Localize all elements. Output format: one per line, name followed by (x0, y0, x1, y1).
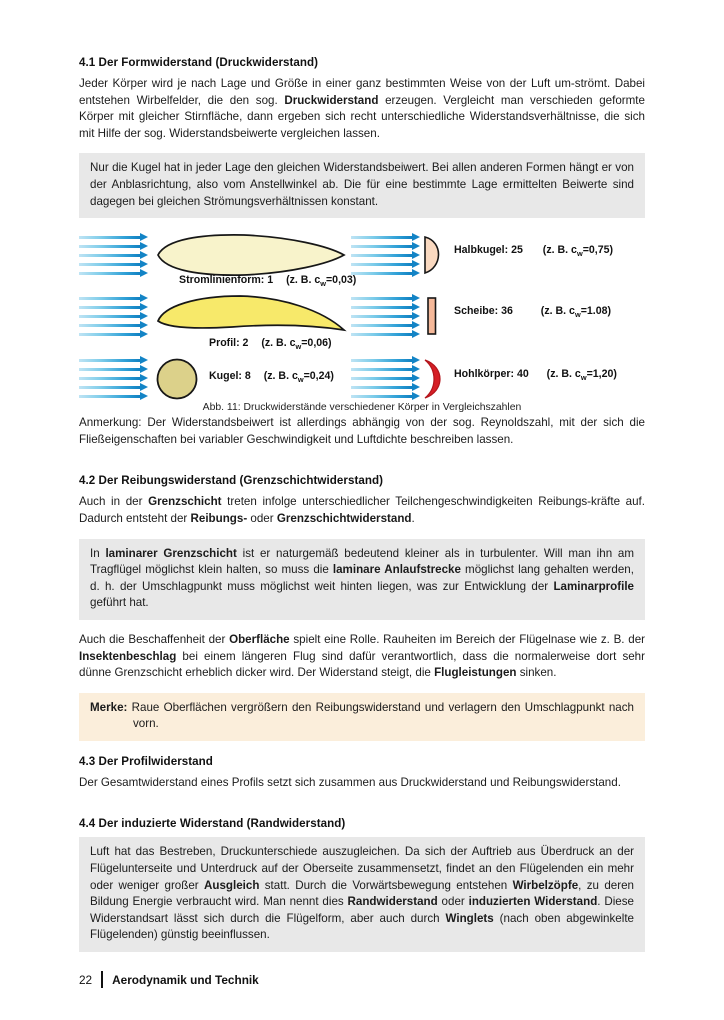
page-content (79, 56, 645, 952)
merke-label: Merke: (90, 700, 128, 714)
figure-label-kugel (209, 370, 334, 384)
grey-callout-laminar (79, 539, 645, 620)
flow-arrows-right-1 (351, 234, 423, 280)
shape-hollow-cup (421, 358, 447, 405)
cw-value-halbkugel (542, 244, 614, 259)
text-run: sinken. (516, 666, 557, 680)
paragraph-formwiderstand (79, 76, 645, 142)
flow-arrow-icon (79, 236, 141, 239)
bold-winglets: Winglets (445, 911, 494, 925)
hollow-cup-icon (421, 358, 447, 400)
grey-callout-induzierter-widerstand (79, 837, 645, 952)
text-run: Luft hat das Bestreben, Druckunterschiede auszugleichen. Da sich der Auftrieb aus Überdruck an der Flügelunterseite und Unterdruck auf der Oberseite zusammensetzt, findet an den Flügelenden ein mehr oder weniger großer (90, 845, 634, 892)
text-run: oder (247, 511, 277, 525)
flat-plate-icon (424, 296, 440, 336)
flow-arrow-icon (351, 395, 413, 398)
text-run: strömt. Dabei entstehen Wirbelfelder, die den sog. (79, 77, 645, 107)
cw-value-kugel (263, 370, 334, 385)
bold-grenzschichtwiderstand: Grenzschichtwiderstand (276, 511, 412, 525)
cw-number: =0,03) (325, 274, 357, 287)
text-run: erzeugen. Vergleicht man verschieden geformte Körper mit gleicher Stirnfläche, dann ergeben sich recht unterschiedliche Widerstandsverhältnisse, die sich mit Hilfe der sog. Widerstandsbeiwerte vergleichen lassen. (79, 93, 645, 140)
cw-number: =1,20) (586, 368, 617, 381)
flow-arrow-icon (79, 297, 141, 300)
flow-arrow-icon (351, 368, 413, 371)
cw-subscript: w (574, 310, 581, 320)
bold-ausgleich: Ausgleich (204, 878, 260, 892)
cw-prefix: (z. B. c (263, 370, 298, 383)
section-heading-4-4: 4.4 Der induzierte Widerstand (Randwiderstand) (79, 817, 346, 831)
text-run: treten infolge unterschiedlicher Teilchengeschwindigkeiten Reibungs-kräfte auf. Dadurch entsteht der (79, 495, 646, 525)
label-text: Kugel: 8 (209, 370, 251, 383)
label-text: Scheibe: 36 (454, 305, 513, 318)
bold-laminare-anlaufstrecke: laminare Anlaufstrecke (332, 563, 461, 577)
flow-arrow-icon (351, 315, 413, 318)
figure-caption: Abb. 11: Druckwiderstände verschiedener Körper in Vergleichszahlen (202, 402, 522, 414)
flow-arrow-icon (351, 324, 413, 327)
text-run: . Diese Widerstandsart lässt sich durch die Flügelform, aber auch durch (90, 895, 634, 925)
section-heading-4-2: 4.2 Der Reibungswiderstand (Grenzschichtwiderstand) (79, 474, 384, 488)
cw-number: =0,24) (303, 370, 334, 383)
grey-callout-kugel (79, 153, 645, 218)
cw-value-profil (261, 337, 332, 352)
text-run: Jeder Körper wird je nach Lage und Größe in einer ganz bestimmten Weise von der Luft um- (79, 77, 575, 90)
text-run: ist er naturgemäß bedeutend kleiner als in turbulenter. Will man ihn am Tragflügel möglichst klein halten, so muss die (90, 546, 635, 577)
text-run: möglichst lang gehalten werden, d. h. der Umschlagpunkt muss möglichst weit hinten liegen, was zur Entwicklung der (90, 563, 634, 593)
flow-arrow-icon (351, 333, 413, 336)
spacer (79, 459, 645, 474)
grey-callout-kugel-text: Nur die Kugel hat in jeder Lage den gleichen Widerstandsbeiwert. Bei allen anderen Formen hängt er von der Anblasrichtung, also vom Anstellwinkel ab. Die für eine bestimmte Lage ermittelten Beiwerte sind dagegen bei gleichen Strömungsverhältnissen konstant. (90, 161, 634, 208)
text-run: statt. Durch die Vorwärtsbewegung entstehen (259, 878, 513, 892)
flow-arrow-icon (79, 395, 141, 398)
label-text: Profil: 2 (209, 337, 249, 350)
bold-induzierten-widerstand: induzierten Widerstand (468, 895, 598, 909)
figure-row-2 (79, 293, 645, 352)
text-run: oder (437, 895, 469, 909)
text-run: Auch die Beschaffenheit der (79, 632, 230, 646)
flow-arrows-left-2 (79, 295, 151, 341)
text-run: bei einem längeren Flug sind dafür verantwortlich, dass die normalerweise dort sehr dünne Grenzschicht erheblich dicker wird. Der Widerstand steigt, die (79, 649, 645, 680)
label-text: Hohlkörper: 40 (454, 368, 529, 381)
figure-label-scheibe (454, 305, 611, 319)
flow-arrow-icon (79, 263, 141, 266)
shape-sphere (155, 357, 199, 406)
paragraph-oberflaeche (79, 632, 645, 682)
cw-number: =0,06) (301, 337, 332, 350)
flow-arrow-icon (79, 254, 141, 257)
cw-prefix: (z. B. c (261, 337, 296, 350)
shape-half-dome (422, 235, 444, 280)
section-heading-4-1: 4.1 Der Formwiderstand (Druckwiderstand) (79, 56, 319, 69)
flow-arrow-icon (351, 386, 413, 389)
flow-arrow-icon (351, 297, 413, 300)
grey-callout-induzierter-text (90, 844, 634, 944)
half-dome-icon (422, 235, 444, 275)
cw-number: =1.08) (580, 305, 612, 318)
flow-arrow-icon (351, 263, 413, 266)
text-run: Auch in der (79, 495, 149, 509)
cw-prefix: (z. B. c (286, 274, 321, 287)
footer-divider (101, 971, 103, 988)
flow-arrow-icon (79, 306, 141, 309)
flow-arrow-icon (79, 315, 141, 318)
flow-arrow-icon (351, 272, 413, 275)
figure-label-halbkugel (454, 244, 613, 258)
flow-arrow-icon (351, 245, 413, 248)
flow-arrow-icon (79, 359, 141, 362)
flow-arrow-icon (351, 236, 413, 239)
airfoil-icon (152, 294, 347, 339)
sphere-icon (155, 357, 199, 401)
label-text: Halbkugel: 25 (454, 244, 523, 257)
cw-prefix: (z. B. c (540, 305, 575, 318)
text-run: spielt eine Rolle. Rauheiten im Bereich der Flügelnase wie z. B. der (289, 632, 646, 646)
bold-laminarer-grenzschicht: laminarer Grenzschicht (105, 546, 237, 560)
bold-wirbelzoepfe: Wirbelzöpfe (512, 878, 579, 892)
figure-label-profil (209, 337, 332, 351)
flow-arrows-right-2 (351, 295, 423, 341)
bold-oberflaeche: Oberfläche (229, 632, 290, 646)
paragraph-profilwiderstand: Der Gesamtwiderstand eines Profils setzt sich zusammen aus Druckwiderstand und Reibungswiderstand. (79, 775, 621, 789)
text-run: (nach oben abgewinkelte Flügelenden) günstig beeinflussen. (90, 911, 634, 942)
figure-label-stromlinienform (179, 274, 356, 288)
figure-row-1 (79, 230, 645, 289)
flow-arrow-icon (79, 333, 141, 336)
flow-arrows-left-1 (79, 234, 151, 280)
flow-arrow-icon (79, 245, 141, 248)
flow-arrow-icon (351, 359, 413, 362)
bold-grenzschicht: Grenzschicht (148, 495, 222, 509)
cw-subscript: w (580, 373, 587, 383)
paragraph-grenzschicht (79, 494, 645, 527)
label-text: Stromlinienform: 1 (179, 274, 274, 287)
flow-arrow-icon (351, 377, 413, 380)
bold-druckwiderstand: Druckwiderstand (284, 93, 379, 107)
cw-subscript: w (295, 342, 302, 352)
merke-callout (79, 693, 645, 741)
figure-abb-11 (79, 230, 645, 414)
bold-laminarprofile: Laminarprofile (553, 579, 634, 593)
cw-subscript: w (320, 279, 326, 289)
shape-flat-plate (424, 296, 440, 341)
footer-page-number: 22 (79, 972, 93, 987)
cw-number: =0,75) (582, 244, 614, 257)
text-run: Raue Oberflächen vergrößern den Reibungswiderstand und verlagern den Umschlagpunkt nach vorn. (127, 700, 634, 731)
streamline-teardrop-icon (152, 233, 347, 278)
cw-subscript: w (576, 249, 583, 259)
footer-title: Aerodynamik und Technik (112, 972, 259, 987)
paragraph-anmerkung: Anmerkung: Der Widerstandsbeiwert ist allerdings abhängig von der sog. Reynoldszahl, mit der sich die Fließeigenschaften bei variabler Geschwindigkeit und Luftdichte beschreiben lassen. (79, 416, 645, 446)
flow-arrows-left-3 (79, 357, 151, 403)
flow-arrow-icon (79, 386, 141, 389)
flow-arrows-right-3 (351, 357, 423, 403)
section-heading-4-3: 4.3 Der Profilwiderstand (79, 754, 213, 768)
text-run: geführt hat. (90, 596, 149, 610)
bold-randwiderstand: Randwiderstand (347, 895, 438, 909)
flow-arrow-icon (79, 272, 141, 275)
flow-arrow-icon (79, 377, 141, 380)
cw-value-hohlkoerper (546, 368, 617, 383)
grey-callout-laminar-text (90, 546, 634, 612)
merke-callout-text (90, 700, 634, 733)
flow-arrow-icon (351, 306, 413, 309)
cw-prefix: (z. B. c (546, 368, 581, 381)
spacer (79, 802, 645, 817)
text-run: . (411, 511, 415, 525)
bold-flugleistungen: Flugleistungen (434, 666, 517, 680)
figure-row-3 (79, 356, 645, 400)
cw-subscript: w (297, 375, 304, 385)
cw-value-scheibe (540, 305, 612, 320)
figure-label-hohlkoerper (454, 368, 617, 382)
text-run: In (90, 546, 106, 560)
flow-arrow-icon (79, 324, 141, 327)
bold-reibungs: Reibungs- (190, 511, 248, 525)
text-run: , zu deren Bildung Energie verbraucht wird. Man nennt dies (90, 878, 634, 909)
page-footer (79, 971, 259, 988)
cw-prefix: (z. B. c (542, 244, 577, 257)
bold-insektenbeschlag: Insektenbeschlag (79, 649, 177, 663)
cw-value-stromlinienform (286, 274, 357, 289)
flow-arrow-icon (79, 368, 141, 371)
flow-arrow-icon (351, 254, 413, 257)
